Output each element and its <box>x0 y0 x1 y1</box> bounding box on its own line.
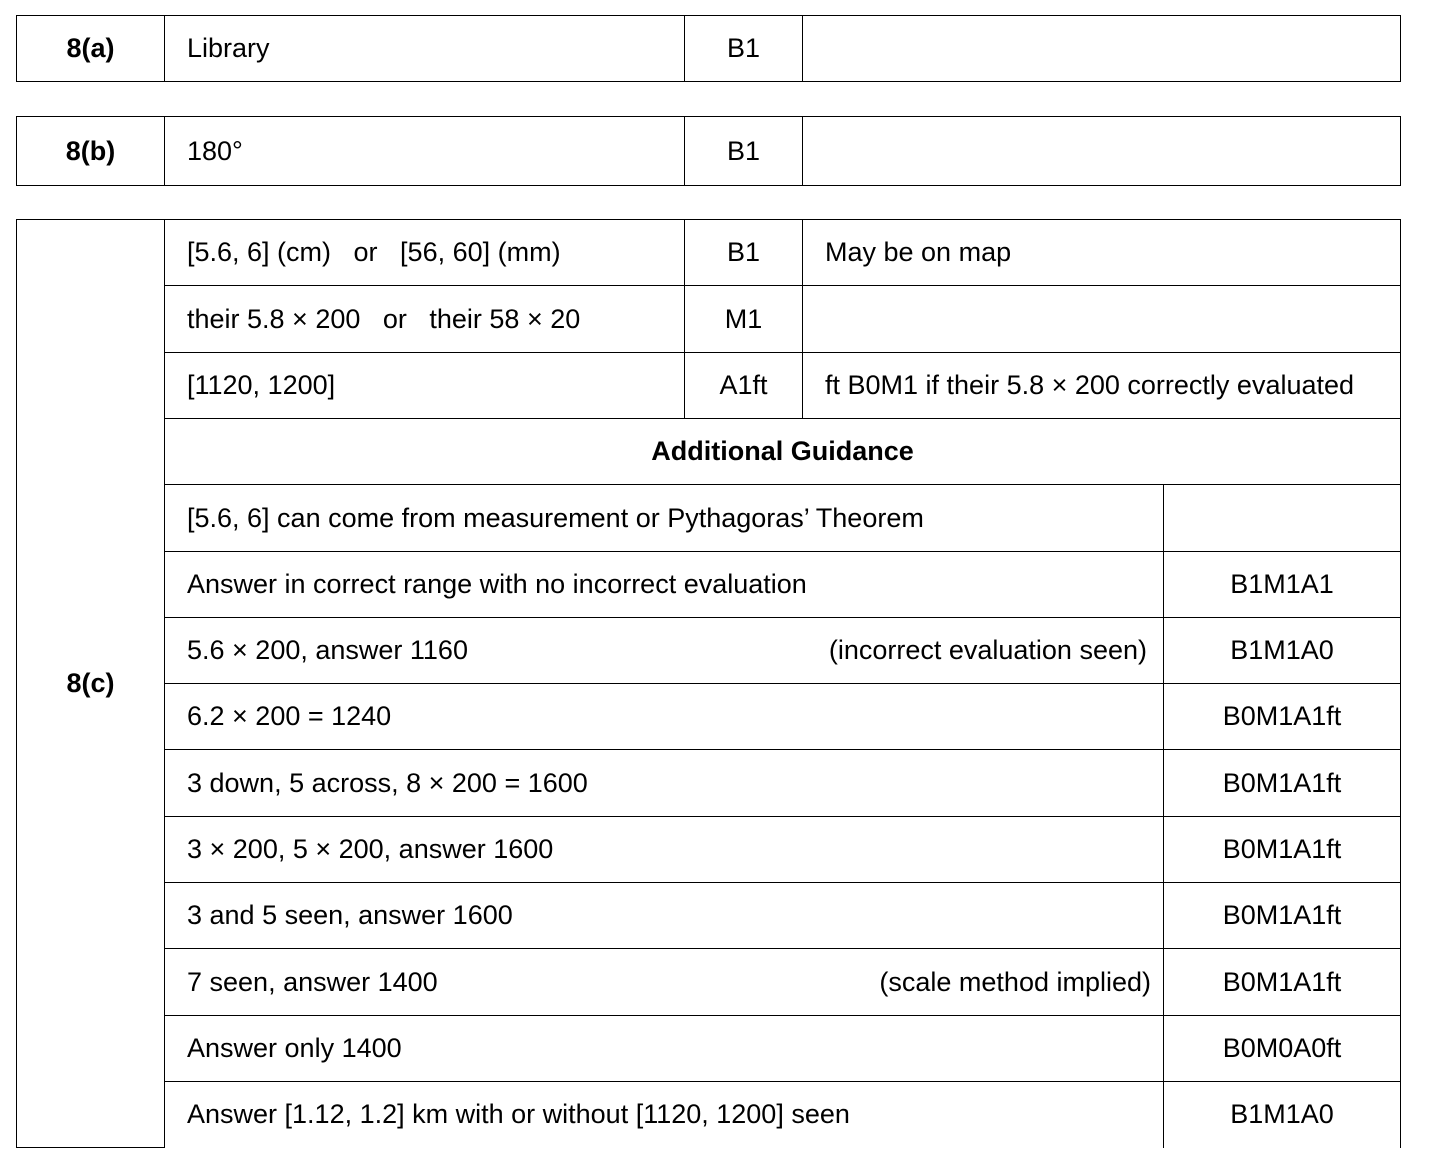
question-number: 8(a) <box>17 16 165 82</box>
table-row <box>17 117 1401 186</box>
guidance-row <box>17 485 1401 552</box>
guidance-note: (incorrect evaluation seen) <box>828 635 1147 665</box>
table-row <box>17 353 1401 419</box>
question-number: 8(b) <box>17 117 165 186</box>
guidance-row <box>17 618 1401 684</box>
guidance-text: Answer [1.12, 1.2] km with or without [1120, 1200] seen <box>165 1082 1164 1148</box>
mark-cell: M1 <box>685 286 803 353</box>
guidance-text: 3 × 200, 5 × 200, answer 1600 <box>165 817 1164 883</box>
mark-scheme-table-8c <box>16 219 1401 1148</box>
guidance-mark <box>1164 485 1401 552</box>
guidance-row <box>17 1016 1401 1082</box>
guidance-text: 3 and 5 seen, answer 1600 <box>165 883 1164 949</box>
mark-cell: B1 <box>685 117 803 186</box>
guidance-mark: B0M1A1ft <box>1164 883 1401 949</box>
guidance-row <box>17 1082 1401 1148</box>
answer-cell: [1120, 1200] <box>165 353 685 419</box>
mark-cell: B1 <box>685 220 803 286</box>
guidance-mark: B1M1A0 <box>1164 618 1401 684</box>
guidance-mark: B0M1A1ft <box>1164 750 1401 817</box>
comment-cell <box>803 117 1401 186</box>
comment-cell <box>803 286 1401 353</box>
guidance-row <box>17 552 1401 618</box>
guidance-cell <box>165 618 1164 684</box>
guidance-row <box>17 883 1401 949</box>
guidance-mark: B0M0A0ft <box>1164 1016 1401 1082</box>
answer-cell: [5.6, 6] (cm) or [56, 60] (mm) <box>165 220 685 286</box>
mark-scheme-table-8a <box>16 15 1401 82</box>
guidance-text: 7 seen, answer 1400 <box>187 966 438 997</box>
comment-cell: May be on map <box>803 220 1401 286</box>
question-number: 8(c) <box>17 220 165 1148</box>
guidance-text: [5.6, 6] can come from measurement or Pythagoras’ Theorem <box>165 485 1164 552</box>
guidance-mark: B0M1A1ft <box>1164 684 1401 750</box>
guidance-text: Answer only 1400 <box>165 1016 1164 1082</box>
guidance-mark: B1M1A1 <box>1164 552 1401 618</box>
guidance-text: 5.6 × 200, answer 1160 <box>187 635 468 665</box>
answer-cell: 180° <box>165 117 685 186</box>
mark-cell: A1ft <box>685 353 803 419</box>
guidance-text: 3 down, 5 across, 8 × 200 = 1600 <box>165 750 1164 817</box>
guidance-heading: Additional Guidance <box>165 419 1401 485</box>
table-row <box>17 16 1401 82</box>
guidance-mark: B1M1A0 <box>1164 1082 1401 1148</box>
table-row <box>17 220 1401 286</box>
guidance-row <box>17 750 1401 817</box>
guidance-note: (scale method implied) <box>879 966 1151 997</box>
guidance-mark: B0M1A1ft <box>1164 817 1401 883</box>
guidance-cell <box>165 949 1164 1016</box>
table-row <box>17 419 1401 485</box>
answer-cell: their 5.8 × 200 or their 58 × 20 <box>165 286 685 353</box>
guidance-text: 6.2 × 200 = 1240 <box>165 684 1164 750</box>
table-row <box>17 286 1401 353</box>
mark-cell: B1 <box>685 16 803 82</box>
guidance-mark: B0M1A1ft <box>1164 949 1401 1016</box>
comment-cell <box>803 16 1401 82</box>
guidance-text: Answer in correct range with no incorrect evaluation <box>165 552 1164 618</box>
mark-scheme-table-8b <box>16 116 1401 186</box>
guidance-row <box>17 684 1401 750</box>
guidance-row <box>17 817 1401 883</box>
answer-cell: Library <box>165 16 685 82</box>
comment-cell: ft B0M1 if their 5.8 × 200 correctly evaluated <box>803 353 1401 419</box>
guidance-row <box>17 949 1401 1016</box>
